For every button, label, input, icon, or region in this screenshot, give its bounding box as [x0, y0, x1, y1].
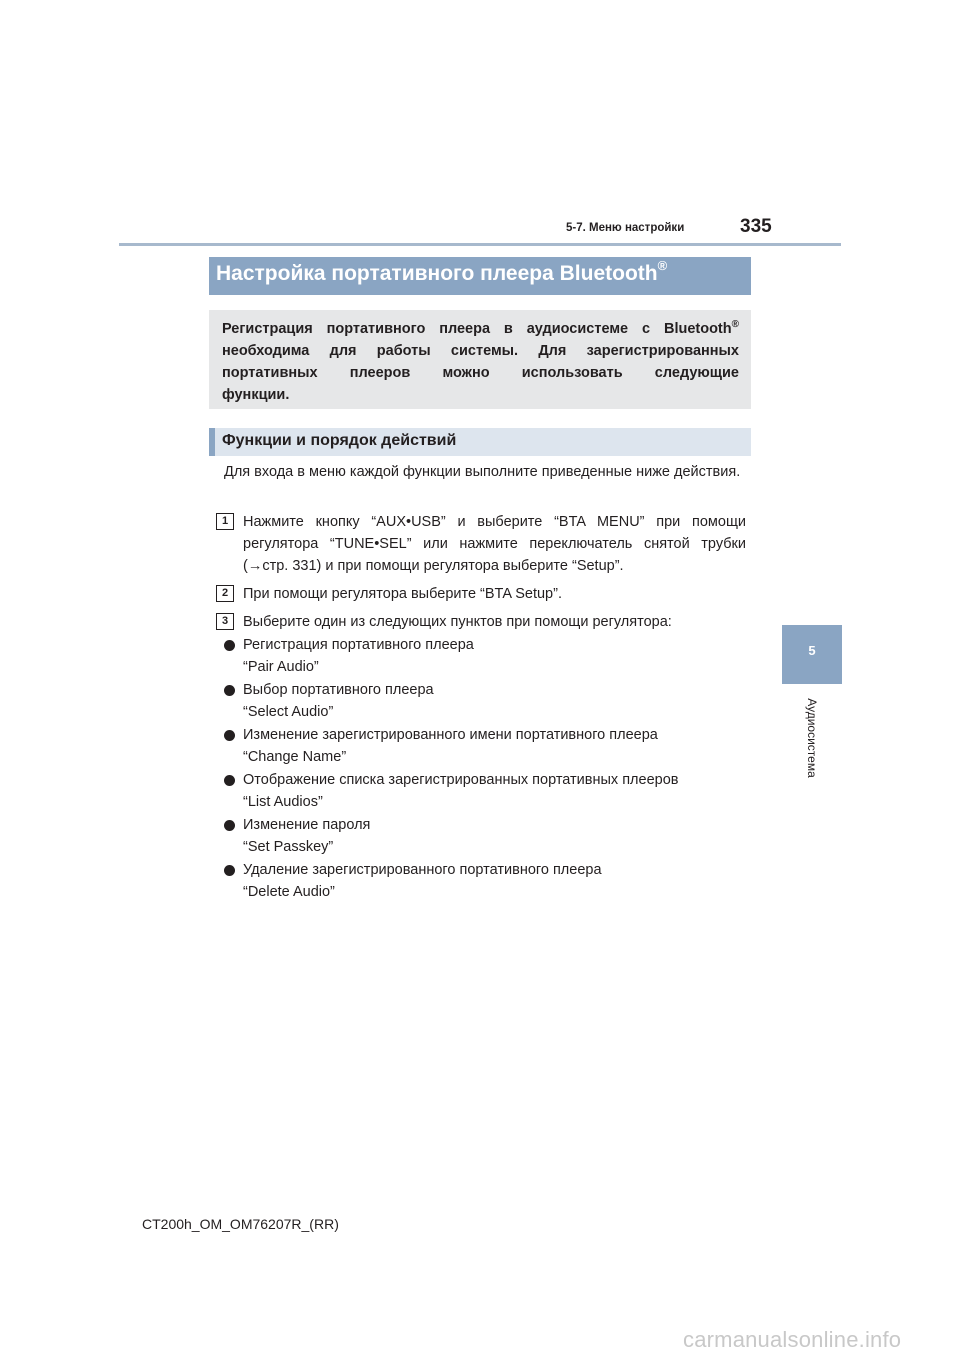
option-value: “Select Audio”: [243, 704, 334, 720]
manual-code: CT200h_OM_OM76207R_(RR): [142, 1216, 339, 1232]
bullet-icon: [224, 730, 235, 741]
option-value: “Delete Audio”: [243, 884, 335, 900]
chapter-number: 5: [808, 643, 816, 658]
bullet-icon: [224, 865, 235, 876]
option-label: Регистрация портативного плеера: [243, 637, 474, 653]
bullet-icon: [224, 640, 235, 651]
option-value: “Set Passkey”: [243, 839, 334, 855]
option-value: “Change Name”: [243, 749, 347, 765]
body-intro: Для входа в меню каждой функции выполните приведенные ниже действия.: [224, 464, 741, 480]
subsection-title: Функции и порядок действий: [222, 432, 457, 449]
header-divider: [119, 243, 841, 246]
option-label: Выбор портативного плеера: [243, 682, 434, 698]
list-item: [243, 679, 743, 723]
step-text: При помощи регулятора выберите “BTA Setup”.: [243, 586, 562, 602]
step-text: Нажмите кнопку “AUX•USB” и выберите “BTA MENU” при помощи регулятора “TUNE•SEL” или нажмите переключатель снятой трубки (→стр. 331) и при помощи регулятора выберите “Setup”.: [243, 514, 746, 574]
page-title: Настройка портативного плеера Bluetooth®: [216, 258, 668, 285]
list-item: [243, 769, 743, 813]
page-number: 335: [740, 216, 772, 237]
option-value: “Pair Audio”: [243, 659, 319, 675]
chapter-label: Аудиосистема: [805, 698, 819, 778]
step-number: 3: [216, 613, 234, 630]
bullet-icon: [224, 685, 235, 696]
option-label: Изменение пароля: [243, 817, 371, 833]
list-item: [243, 634, 743, 678]
step-number: 2: [216, 585, 234, 602]
step-text: Выберите один из следующих пунктов при помощи регулятора:: [243, 614, 672, 630]
option-label: Удаление зарегистрированного портативного плеера: [243, 862, 602, 878]
subsection-accent: [209, 428, 215, 456]
intro-text: Регистрация портативного плеера в аудиосистеме с Bluetooth® необходима для работы системы. Для зарегистрированных портативных плееров можно использовать следующие функции.: [222, 319, 739, 403]
bullet-icon: [224, 775, 235, 786]
section-header: 5-7. Меню настройки: [566, 222, 685, 234]
list-item: [243, 814, 743, 858]
step-number: 1: [216, 513, 234, 530]
option-label: Отображение списка зарегистрированных портативных плееров: [243, 772, 679, 788]
list-item: [243, 724, 743, 768]
watermark: carmanualsonline.info: [683, 1327, 902, 1352]
option-value: “List Audios”: [243, 794, 323, 810]
option-label: Изменение зарегистрированного имени портативного плеера: [243, 727, 658, 743]
bullet-icon: [224, 820, 235, 831]
list-item: [243, 859, 743, 903]
